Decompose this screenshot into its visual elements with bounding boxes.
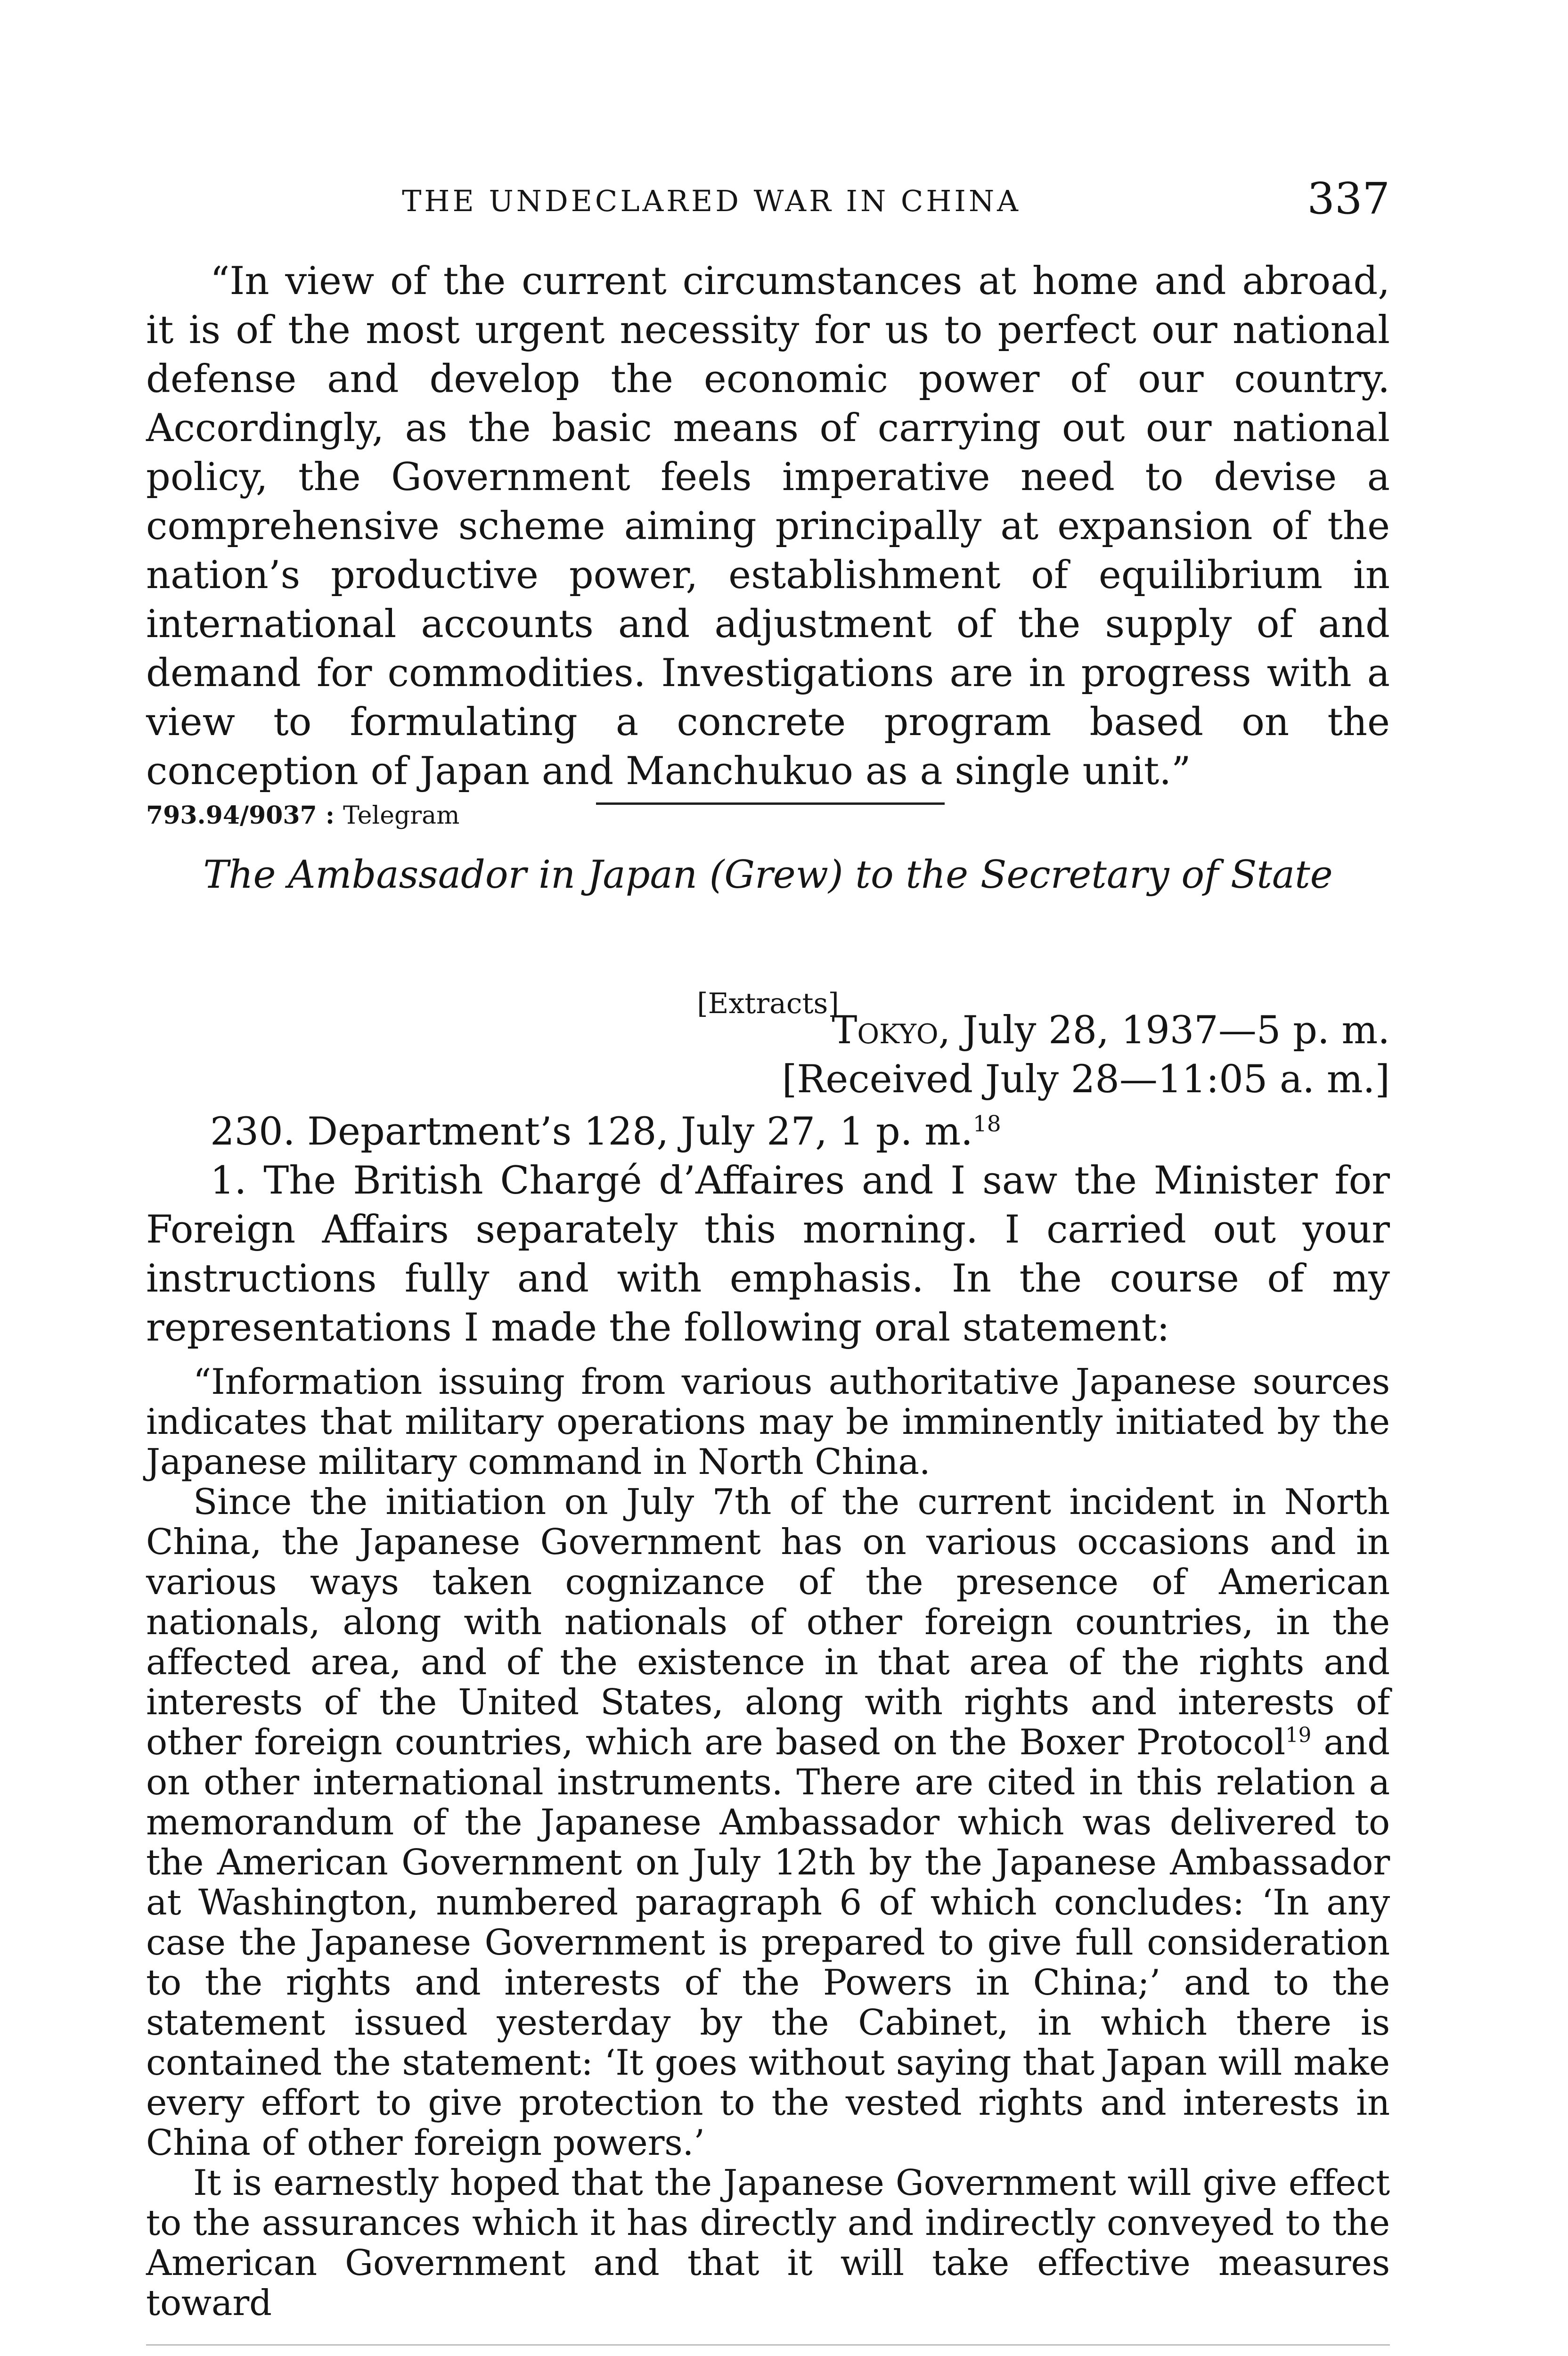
statement-paragraph-1: “Information issuing from various authoritative Japanese sources indicates that military operations may be imminently initiated by the Japanese military command in North China. bbox=[146, 1361, 1390, 1482]
running-title: THE UNDECLARED WAR IN CHINA bbox=[402, 184, 1021, 218]
page-header bbox=[146, 173, 1390, 231]
intro-quote-block bbox=[146, 257, 1390, 796]
file-number: 793.94/9037 bbox=[146, 801, 317, 830]
body-block bbox=[146, 1107, 1390, 1352]
statement-paragraph-2 bbox=[146, 1482, 1390, 2163]
received-line: [Received July 28—11:05 a. m.] bbox=[782, 1057, 1390, 1102]
document-type: Telegram bbox=[343, 802, 460, 830]
footnote-divider bbox=[146, 2344, 1390, 2346]
section-divider bbox=[596, 802, 945, 805]
footnote-ref-18: 18 bbox=[972, 1111, 1001, 1137]
document-title: The Ambassador in Japan (Grew) to the Secretary of State bbox=[203, 853, 1333, 897]
statement-paragraph-2b: and on other international instruments. There are cited in this relation a memorandum of the Japanese Ambassador which was delivered to the American Government on July 12th by the Japanese Ambassador at Washington, numbered paragraph 6 of which concludes: ‘In any case the Japanese Government is prepared to give full consideration to the rights and interests of the Powers in China;’ and to the statement issued yesterday by the Cabinet, in which there is contained the statement: ‘It goes without saying that Japan will make every effort to give protection to the vested rights and interests in China of other foreign powers.’ bbox=[146, 1721, 1390, 2163]
extracts-label: [Extracts] bbox=[697, 987, 839, 1020]
dateline bbox=[146, 1008, 1390, 1053]
paragraph-1: 1. The British Chargé d’Affaires and I saw the Minister for Foreign Affairs separately this morning. I carried out your instructions fully and with emphasis. In the course of my representations I made the following oral statement: bbox=[146, 1159, 1390, 1350]
intro-quote: “In view of the current circumstances at home and abroad, it is of the most urgent necessity for us to perfect our national defense and develop the economic power of our country. Accordingly, as the basic means of carrying out our national policy, the Government feels imperative need to devise a comprehensive scheme aiming principally at expansion of the nation’s productive power, establishment of equilibrium in international accounts and adjustment of the supply of and demand for commodities. Investigations are in progress with a view to formulating a concrete program based on the conception of Japan and Manchukuo as a single unit.” bbox=[146, 259, 1390, 794]
oral-statement bbox=[146, 1362, 1390, 2323]
footnote-ref-19: 19 bbox=[1285, 1724, 1312, 1747]
dateline-place: Tokyo bbox=[832, 1008, 939, 1053]
statement-paragraph-2a: Since the initiation on July 7th of the current incident in North China, the Japanese Government has on various occasions and in various ways taken cognizance of the presence of American nationals, along with nationals of other foreign countries, in the affected area, and of the existence in that area of the rights and interests of the United States, along with rights and interests of other foreign countries, which are based on the Boxer Protocol bbox=[146, 1481, 1390, 1763]
statement-paragraph-3: It is earnestly hoped that the Japanese Government will give effect to the assurances which it has directly and indirectly conveyed to the American Government and that it will take effective measures toward bbox=[146, 2162, 1390, 2323]
document-file-number: 793.94/9037 : Telegram bbox=[146, 801, 460, 830]
dateline-date: , July 28, 1937—5 p. m. bbox=[938, 1008, 1390, 1053]
reference-line bbox=[146, 1107, 1390, 1156]
page-number: 337 bbox=[1307, 173, 1390, 224]
reference-text: 230. Department’s 128, July 27, 1 p. m. bbox=[210, 1110, 973, 1154]
